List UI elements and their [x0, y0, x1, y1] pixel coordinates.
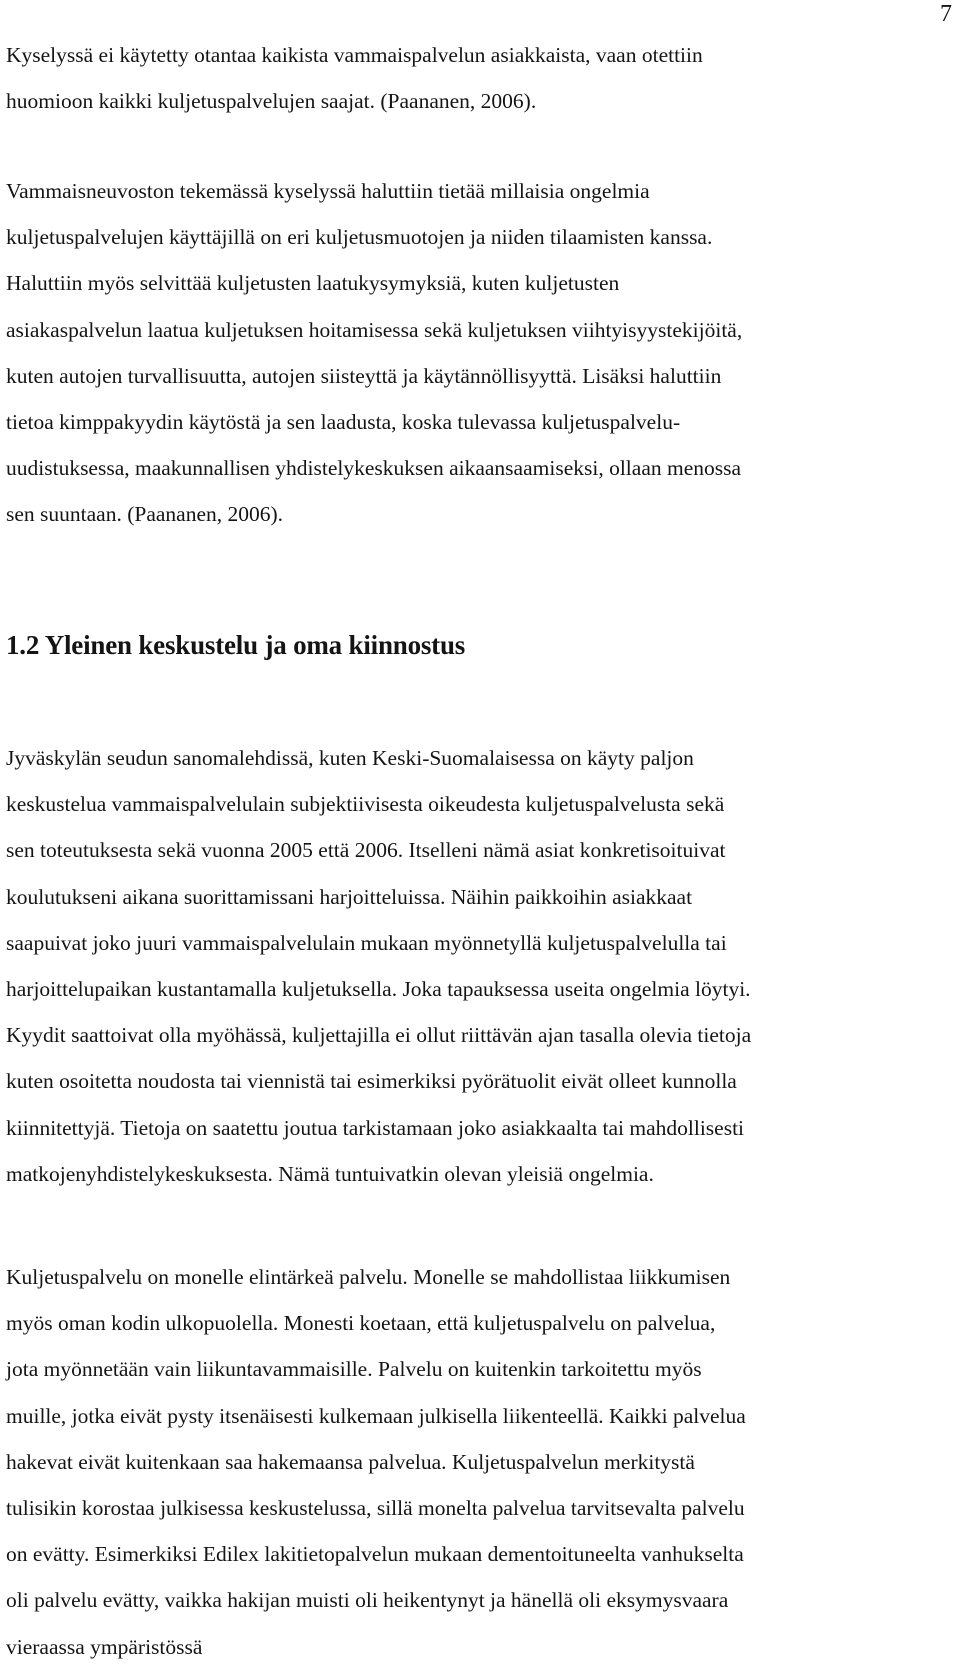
text-line: vieraassa ympäristössä: [6, 1634, 203, 1659]
text-line: kuten osoitetta noudosta tai viennistä tai esimerkiksi pyörätuolit eivät olleet kunnolla: [6, 1069, 737, 1094]
text-line: uudistuksessa, maakunnallisen yhdistelykeskuksen aikaansaamiseksi, ollaan menossa: [6, 456, 742, 481]
text-line: harjoittelupaikan kustantamalla kuljetuksella. Joka tapauksessa useita ongelmia löytyi.: [6, 977, 751, 1002]
text-line: koulutukseni aikana suorittamissani harjoitteluissa. Näihin paikkoihin asiakkaat: [6, 884, 693, 909]
paragraph-public-discussion: [6, 735, 952, 1197]
text-line: on evätty. Esimerkiksi Edilex lakitietopalvelun mukaan dementoituneelta vanhukselta: [6, 1542, 744, 1567]
paragraph-survey-scope: [6, 32, 952, 124]
text-line: sen suuntaan. (Paananen, 2006).: [6, 502, 284, 527]
text-line: sen toteutuksesta sekä vuonna 2005 että 2006. Itselleni nämä asiat konkretisoituivat: [6, 838, 726, 863]
text-line: Kyselyssä ei käytetty otantaa kaikista vammaispalvelun asiakkaista, vaan otettiin: [6, 43, 703, 67]
text-line: keskustelua vammaispalvelulain subjektiivisesta oikeudesta kuljetuspalvelusta sekä: [6, 792, 725, 817]
text-line: kiinnitettyjä. Tietoja on saatettu joutua tarkistamaan joko asiakkaalta tai mahdollisesti: [6, 1115, 745, 1140]
text-line: kuten autojen turvallisuutta, autojen siisteyttä ja käytännöllisyyttä. Lisäksi haluttiin: [6, 363, 722, 388]
page-number: 7: [940, 1, 952, 27]
text-line: asiakaspalvelun laatua kuljetuksen hoitamisessa sekä kuljetuksen viihtyisyystekijöitä,: [6, 317, 743, 342]
text-line: Jyväskylän seudun sanomalehdissä, kuten Keski-Suomalaisessa on käyty paljon: [6, 746, 694, 770]
text-line: saapuivat joko juuri vammaispalvelulain mukaan myönnetyllä kuljetuspalvelulla tai: [6, 930, 727, 955]
section-heading: 1.2 Yleinen keskustelu ja oma kiinnostus: [6, 630, 466, 660]
text-line: huomioon kaikki kuljetuspalvelujen saajat. (Paananen, 2006).: [6, 89, 537, 114]
text-line: tulisikin korostaa julkisessa keskustelussa, sillä monelta palvelua tarvitsevalta palvelu: [6, 1496, 745, 1521]
text-line: Kyydit saattoivat olla myöhässä, kuljettajilla ei ollut riittävän ajan tasalla olevia tietoja: [6, 1023, 752, 1048]
text-line: kuljetuspalvelujen käyttäjillä on eri kuljetusmuotojen ja niiden tilaamisten kanssa.: [6, 225, 713, 250]
text-line: muille, jotka eivät pysty itsenäisesti kulkemaan julkisella liikenteellä. Kaikki palvelua: [6, 1403, 746, 1428]
paragraph-service-importance: [6, 1254, 952, 1670]
text-line: jota myönnetään vain liikuntavammaisille. Palvelu on kuitenkin tarkoitettu myös: [6, 1357, 702, 1382]
text-line: myös oman kodin ulkopuolella. Monesti koetaan, että kuljetuspalvelu on palvelua,: [6, 1311, 716, 1336]
paragraph-survey-goals: [6, 168, 952, 538]
text-line: Vammaisneuvoston tekemässä kyselyssä haluttiin tietää millaisia ongelmia: [6, 179, 650, 203]
text-line: Haluttiin myös selvittää kuljetusten laatukysymyksiä, kuten kuljetusten: [6, 271, 620, 296]
text-line: hakevat eivät kuitenkaan saa hakemaansa palvelua. Kuljetuspalvelun merkitystä: [6, 1449, 695, 1474]
text-line: tietoa kimppakyydin käytöstä ja sen laadusta, koska tulevassa kuljetuspalvelu-: [6, 410, 681, 435]
text-line: oli palvelu evätty, vaikka hakijan muisti oli heikentynyt ja hänellä oli eksymysvaara: [6, 1588, 729, 1613]
text-line: Kuljetuspalvelu on monelle elintärkeä palvelu. Monelle se mahdollistaa liikkumisen: [6, 1265, 731, 1289]
text-line: matkojenyhdistelykeskuksesta. Nämä tuntuivatkin olevan yleisiä ongelmia.: [6, 1161, 654, 1186]
